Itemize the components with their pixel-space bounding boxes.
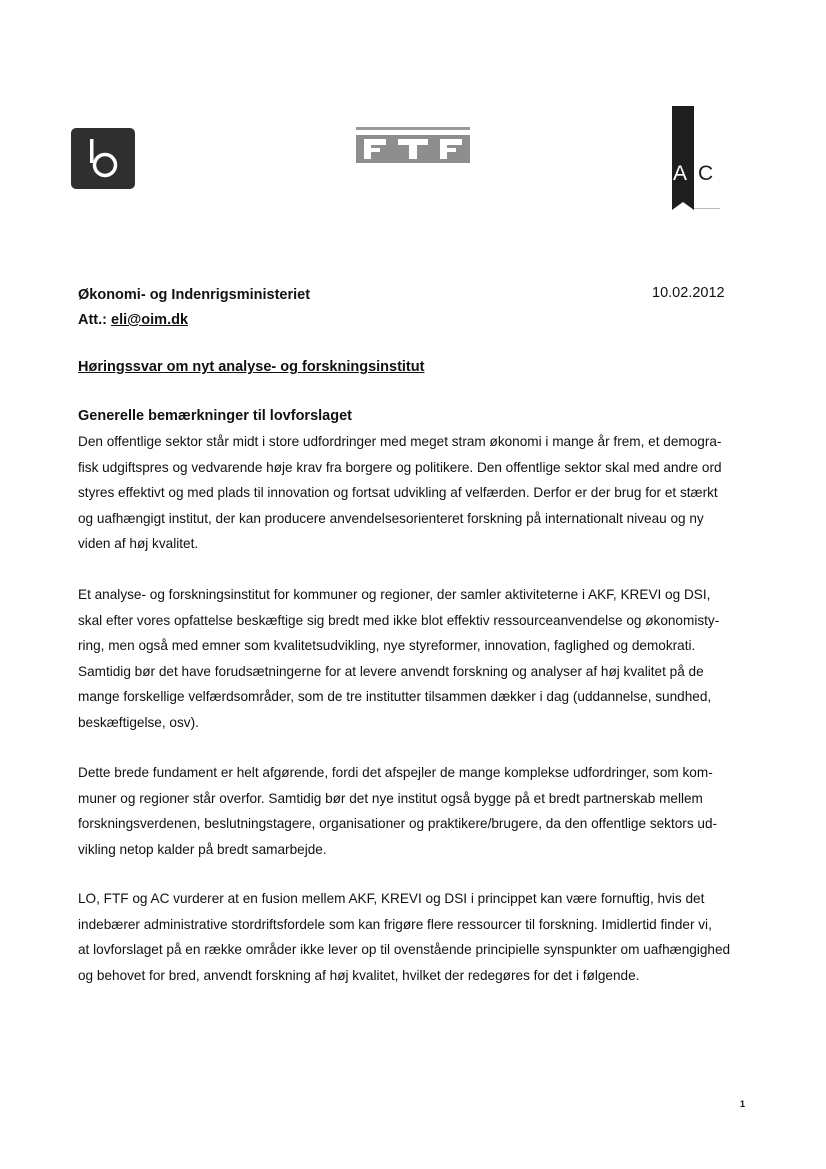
body-paragraph-4: [78, 886, 754, 988]
recipient-block: [78, 283, 310, 333]
text-line: muner og regioner står overfor. Samtidig bør det nye institut også bygge på et bredt partnerskab mellem: [78, 790, 703, 806]
text-line: at lovforslaget på en række områder ikke lever op til ovenstående principielle synspunkter om uafhængighed: [78, 942, 731, 958]
letter-date: 10.02.2012: [652, 285, 725, 301]
text-line: og behovet for bred, anvendt forskning af høj kvalitet, hvilket der redegøres for det i følgende.: [78, 967, 640, 983]
text-line: fisk udgiftspres og vedvarende høje krav fra borgere og politikere. Den offentlige sektor skal med andre ord: [78, 459, 722, 475]
body-paragraph-1: [78, 429, 754, 557]
text-line: Et analyse- og forskningsinstitut for kommuner og regioner, der samler aktiviteterne i AKF, KREVI og DSI,: [78, 587, 711, 602]
text-line: ring, men også med emner som kvalitetsudvikling, nye styreformer, innovation, faglighed og demokrati.: [78, 638, 696, 654]
text-line: Dette brede fundament er helt afgørende, fordi det afspejler de mange komplekse udfordringer, som kom-: [78, 765, 713, 780]
ac-logo: [672, 106, 720, 210]
text-line: vikling netop kalder på bredt samarbejde.: [78, 841, 327, 857]
text-line: skal efter vores opfattelse beskæftige sig bredt med ikke blot effektiv ressourceanvendelse og økonomisty-: [78, 612, 720, 628]
text-line: og uafhængigt institut, der kan producere anvendelsesorienteret forskning på internationalt niveau og ny: [78, 510, 704, 526]
body-paragraph-3: [78, 760, 754, 862]
subject-heading: Høringssvar om nyt analyse- og forskningsinstitut: [78, 359, 425, 375]
ftf-logo: [356, 127, 470, 163]
text-line: viden af høj kvalitet.: [78, 536, 199, 552]
attention-label: Att.:: [78, 312, 107, 328]
svg-text:C: C: [698, 162, 714, 185]
svg-text:A: A: [673, 162, 688, 185]
lo-logo: [71, 128, 135, 189]
text-line: forskningsverdenen, beslutningstagere, organisationer og praktikere/brugere, da den offentlige sektors ud-: [78, 816, 718, 832]
attention-line: [78, 308, 310, 333]
body-paragraph-2: [78, 582, 754, 736]
text-line: Samtidig bør det have forudsætningerne for at levere anvendt forskning og analyser af høj kvalitet på de: [78, 663, 704, 679]
text-line: mange forskellige velfærdsområder, som de tre institutter tilsammen dækker i dag (uddannelse, sundhed,: [78, 689, 712, 705]
recipient-name: Økonomi- og Indenrigsministeriet: [78, 287, 311, 303]
text-line: indebærer administrative stordriftsfordele som kan frigøre flere ressourcer til forskning. Imidlertid finder vi,: [78, 916, 712, 932]
attention-email-link[interactable]: eli@oim.dk: [111, 312, 189, 328]
section-heading: Generelle bemærkninger til lovforslaget: [78, 408, 352, 424]
text-line: styres effektivt og med plads til innovation og fortsat udvikling af velfærden. Derfor er der brug for et stærkt: [78, 485, 718, 501]
page-number: 1: [740, 1099, 746, 1109]
text-line: beskæftigelse, osv).: [78, 714, 199, 730]
text-line: Den offentlige sektor står midt i store udfordringer med meget stram økonomi i mange år frem, et demogra-: [78, 434, 722, 449]
text-line: LO, FTF og AC vurderer at en fusion mellem AKF, KREVI og DSI i princippet kan være fornuftig, hvis det: [78, 891, 705, 906]
